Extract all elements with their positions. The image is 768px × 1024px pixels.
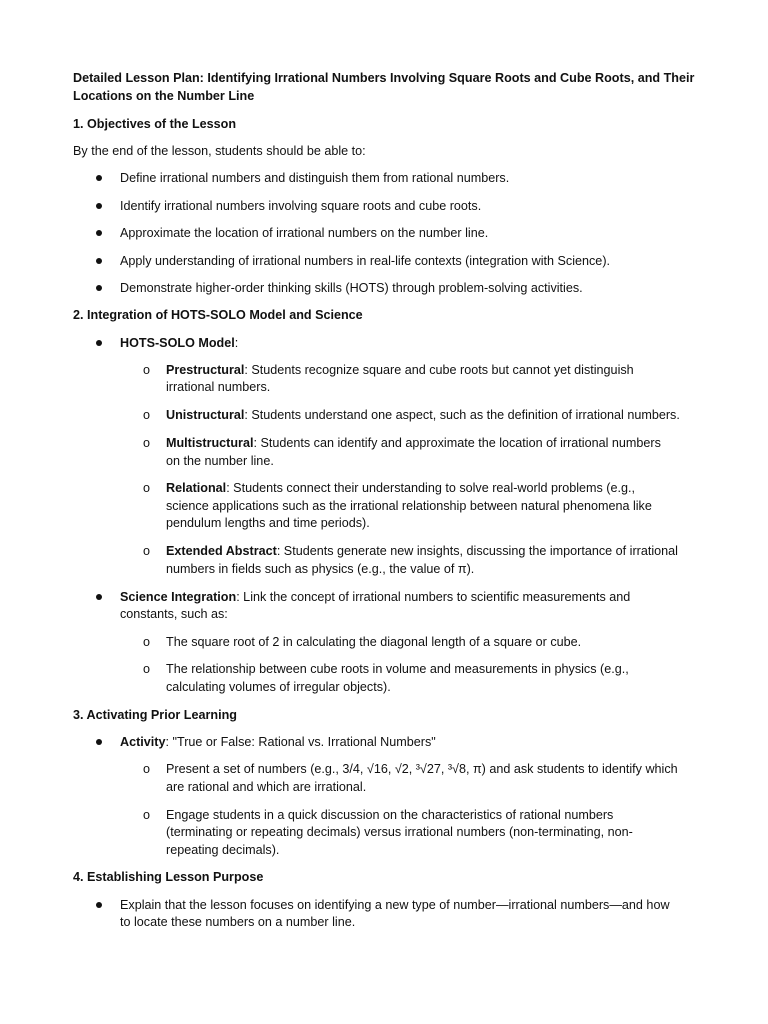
hots-solo-model-item <box>120 334 238 352</box>
activity-item <box>120 733 436 751</box>
solo-unistructural <box>166 406 680 424</box>
section-4-heading: 4. Establishing Lesson Purpose <box>73 870 264 884</box>
document-title-line-2: Locations on the Number Line <box>73 89 255 103</box>
science-integration-line-2: constants, such as: <box>120 607 228 621</box>
lesson-purpose-item: Explain that the lesson focuses on identifying a new type of number—irrational numbers—and how <box>120 898 670 912</box>
sub-bullet-icon: o <box>143 363 151 377</box>
activity-label: Activity <box>120 735 166 749</box>
objective-item: Demonstrate higher-order thinking skills (HOTS) through problem-solving activities. <box>120 281 583 295</box>
unistructural-label: Unistructural <box>166 408 245 422</box>
prestructural-label: Prestructural <box>166 363 245 377</box>
bullet-icon <box>96 285 102 291</box>
science-example-2: The relationship between cube roots in volume and measurements in physics (e.g., <box>166 662 629 676</box>
solo-extended-abstract <box>166 542 678 560</box>
bullet-icon <box>96 203 102 209</box>
sub-bullet-icon: o <box>143 635 151 649</box>
bullet-icon <box>96 175 102 181</box>
solo-relational-line-3: pendulum lengths and time periods). <box>166 516 370 530</box>
extended-abstract-text: : Students generate new insights, discussing the importance of irrational <box>276 544 678 558</box>
relational-label: Relational <box>166 481 227 495</box>
sub-bullet-icon: o <box>143 408 151 422</box>
objective-item: Identify irrational numbers involving square roots and cube roots. <box>120 199 482 213</box>
science-integration-label: Science Integration <box>120 590 237 604</box>
activity-step-1-line-2: are rational and which are irrational. <box>166 780 367 794</box>
sub-bullet-icon: o <box>143 436 151 450</box>
solo-relational <box>166 479 635 497</box>
solo-relational-line-2: science applications such as the irrational relationship between natural phenomena like <box>166 499 652 513</box>
solo-multistructural-line-2: on the number line. <box>166 454 274 468</box>
solo-prestructural-line-2: irrational numbers. <box>166 380 271 394</box>
objective-item: Apply understanding of irrational numbers in real-life contexts (integration with Science). <box>120 254 611 268</box>
document-title-line-1: Detailed Lesson Plan: Identifying Irrational Numbers Involving Square Roots and Cube Roots, and Their <box>73 71 695 85</box>
bullet-icon <box>96 594 102 600</box>
solo-extended-abstract-line-2: numbers in fields such as physics (e.g., the value of π). <box>166 562 475 576</box>
multistructural-label: Multistructural <box>166 436 254 450</box>
multistructural-text: : Students can identify and approximate the location of irrational numbers <box>253 436 661 450</box>
section-2-heading: 2. Integration of HOTS-SOLO Model and Science <box>73 308 363 322</box>
sub-bullet-icon: o <box>143 544 151 558</box>
unistructural-text: : Students understand one aspect, such as the definition of irrational numbers. <box>244 408 680 422</box>
prestructural-text: : Students recognize square and cube roots but cannot yet distinguish <box>244 363 634 377</box>
solo-prestructural <box>166 361 634 379</box>
sub-bullet-icon: o <box>143 662 151 676</box>
section-3-heading: 3. Activating Prior Learning <box>73 708 237 722</box>
objective-item: Approximate the location of irrational numbers on the number line. <box>120 226 489 240</box>
sub-bullet-icon: o <box>143 481 151 495</box>
activity-step-2: Engage students in a quick discussion on the characteristics of rational numbers <box>166 808 614 822</box>
section-1-intro: By the end of the lesson, students should be able to: <box>73 144 366 158</box>
bullet-icon <box>96 230 102 236</box>
sub-bullet-icon: o <box>143 808 151 822</box>
bullet-icon <box>96 902 102 908</box>
activity-text: : "True or False: Rational vs. Irrational Numbers" <box>165 735 436 749</box>
science-integration-text: : Link the concept of irrational numbers to scientific measurements and <box>236 590 631 604</box>
bullet-icon <box>96 258 102 264</box>
extended-abstract-label: Extended Abstract <box>166 544 277 558</box>
activity-step-2-line-3: repeating decimals). <box>166 843 280 857</box>
hots-solo-colon: : <box>234 336 239 350</box>
relational-text: : Students connect their understanding to solve real-world problems (e.g., <box>226 481 636 495</box>
activity-step-1: Present a set of numbers (e.g., 3/4, √16, √2, ³√27, ³√8, π) and ask students to identify which <box>166 762 678 776</box>
bullet-icon <box>96 340 102 346</box>
bullet-icon <box>96 739 102 745</box>
lesson-purpose-item-line-2: to locate these numbers on a number line. <box>120 915 356 929</box>
activity-step-2-line-2: (terminating or repeating decimals) versus irrational numbers (non-terminating, non- <box>166 825 633 839</box>
hots-solo-label: HOTS-SOLO Model <box>120 336 235 350</box>
science-integration-item <box>120 588 630 606</box>
solo-multistructural <box>166 434 661 452</box>
sub-bullet-icon: o <box>143 762 151 776</box>
objective-item: Define irrational numbers and distinguish them from rational numbers. <box>120 171 510 185</box>
section-1-heading: 1. Objectives of the Lesson <box>73 117 237 131</box>
science-example-1: The square root of 2 in calculating the diagonal length of a square or cube. <box>166 635 582 649</box>
science-example-2-line-2: calculating volumes of irregular objects). <box>166 680 391 694</box>
